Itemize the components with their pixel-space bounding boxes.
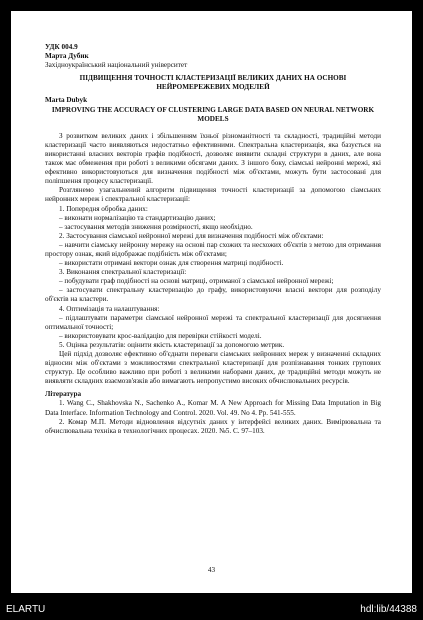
- affiliation: Західноукраїнський національний університет: [45, 61, 188, 70]
- step-3: 3. Виконання спектральної кластеризації:: [59, 268, 187, 277]
- reference-1: 1. Wang C., Shakhovska N., Sachenko A., Komar M. A New Approach for Missing Data Imputation in Big Data Interface. Information Technology and Control. 2020. Vol. 49. No 4. Pp. 541-555.: [45, 399, 381, 417]
- page-number: 43: [207, 566, 216, 574]
- step-4a: – підлаштувати параметри сіамської нейронної мережі та спектральної кластеризації для досягнення оптимальної точності;: [45, 313, 381, 331]
- step-3a: – побудувати граф подібності на основі матриці, отриманої з сіамської нейронної мережі;: [59, 277, 334, 286]
- step-2a: – навчити сіамську нейронну мережу на основі пар схожих та несхожих об'єктів з метою для отримання простору ознак, який відображає подібність між об'єктами;: [45, 240, 381, 258]
- document-page: [11, 11, 412, 593]
- paragraph-2: Розглянемо узагальнений алгоритм підвищення точності кластеризації за допомогою сіамських нейронних мереж і спектральної кластеризації:: [45, 186, 381, 204]
- author-en: Marta Dubyk: [45, 96, 88, 105]
- footer-left-label: ELARTU: [6, 604, 46, 615]
- step-2: 2. Застосування сіамської нейронної мережі для визначення подібності між об'єктами:: [59, 231, 324, 240]
- reference-2: 2. Комар М.П. Методи відновлення відсутніх даних у інтерфейсі великих даних. Вимірювальна та обчислювальна техніка в технологічних процесах. 2020. №5. С. 97–103.: [45, 417, 381, 435]
- paragraph-3: Цей підхід дозволяє ефективно об'єднати переваги сіамських нейронних мереж у визначенні складних відносин між об'єктами з можливостями спектральної кластеризації для розпізнавання тонких групових структур. Це особливо важливо при роботі з великими наборами даних, де традиційні методи можуть не виявляти складних взаємозв'язків або вимагають непропустимо високих обчислювальних ресурсів.: [45, 350, 381, 386]
- title-ua: ПІДВИЩЕННЯ ТОЧНОСТІ КЛАСТЕРИЗАЦІЇ ВЕЛИКИХ ДАНИХ НА ОСНОВІ НЕЙРОМЕРЕЖЕВИХ МОДЕЛЕЙ: [79, 74, 347, 92]
- step-2b: – використати отримані вектори ознак для створення матриці подібності.: [59, 259, 284, 268]
- references-heading: Література: [45, 390, 82, 399]
- page-content: [45, 43, 381, 436]
- step-5: 5. Оцінка результатів: оцінити якість кластеризації за допомогою метрик.: [59, 340, 285, 349]
- udk-code: УДК 004.9: [45, 43, 78, 51]
- title-en: IMPROVING THE ACCURACY OF CLUSTERING LARGE DATA BASED ON NEURAL NETWORK MODELS: [51, 105, 375, 123]
- author-ua: Марта Дубик: [45, 52, 89, 61]
- step-1a: – виконати нормалізацію та стандартизацію даних;: [59, 213, 216, 222]
- paragraph-1: З розвитком великих даних і збільшенням їхньої різноманітності та складності, традиційні методи кластеризації часто виявляються недостатньо ефективними. Спектральна кластеризація, яка базується на використанні власних векторів графів подібності, дозволяє виявити складні структури в даних, але вона також має обмеження при роботі з великими обсягами даних. З іншого боку, сіамські нейронні мережі, які ефективно використовуються для визначення подібності між об'єктами, можуть бути застосовані для поліпшення процесу кластеризації.: [45, 131, 381, 186]
- footer-bar: [0, 603, 423, 620]
- step-4b: – використовувати крос-валідацію для перевірки стійкості моделі.: [59, 331, 262, 340]
- step-3b: – застосувати спектральну кластеризацію до графу, використовуючи власні вектори для розподілу об'єктів на кластери.: [45, 286, 381, 304]
- footer-right-label: hdl:lib/44388: [360, 604, 417, 615]
- step-1: 1. Попередня обробка даних:: [59, 204, 148, 213]
- step-1b: – застосування методів зниження розмірності, якщо необхідно.: [59, 222, 253, 231]
- step-4: 4. Оптимізація та налаштування:: [59, 304, 160, 313]
